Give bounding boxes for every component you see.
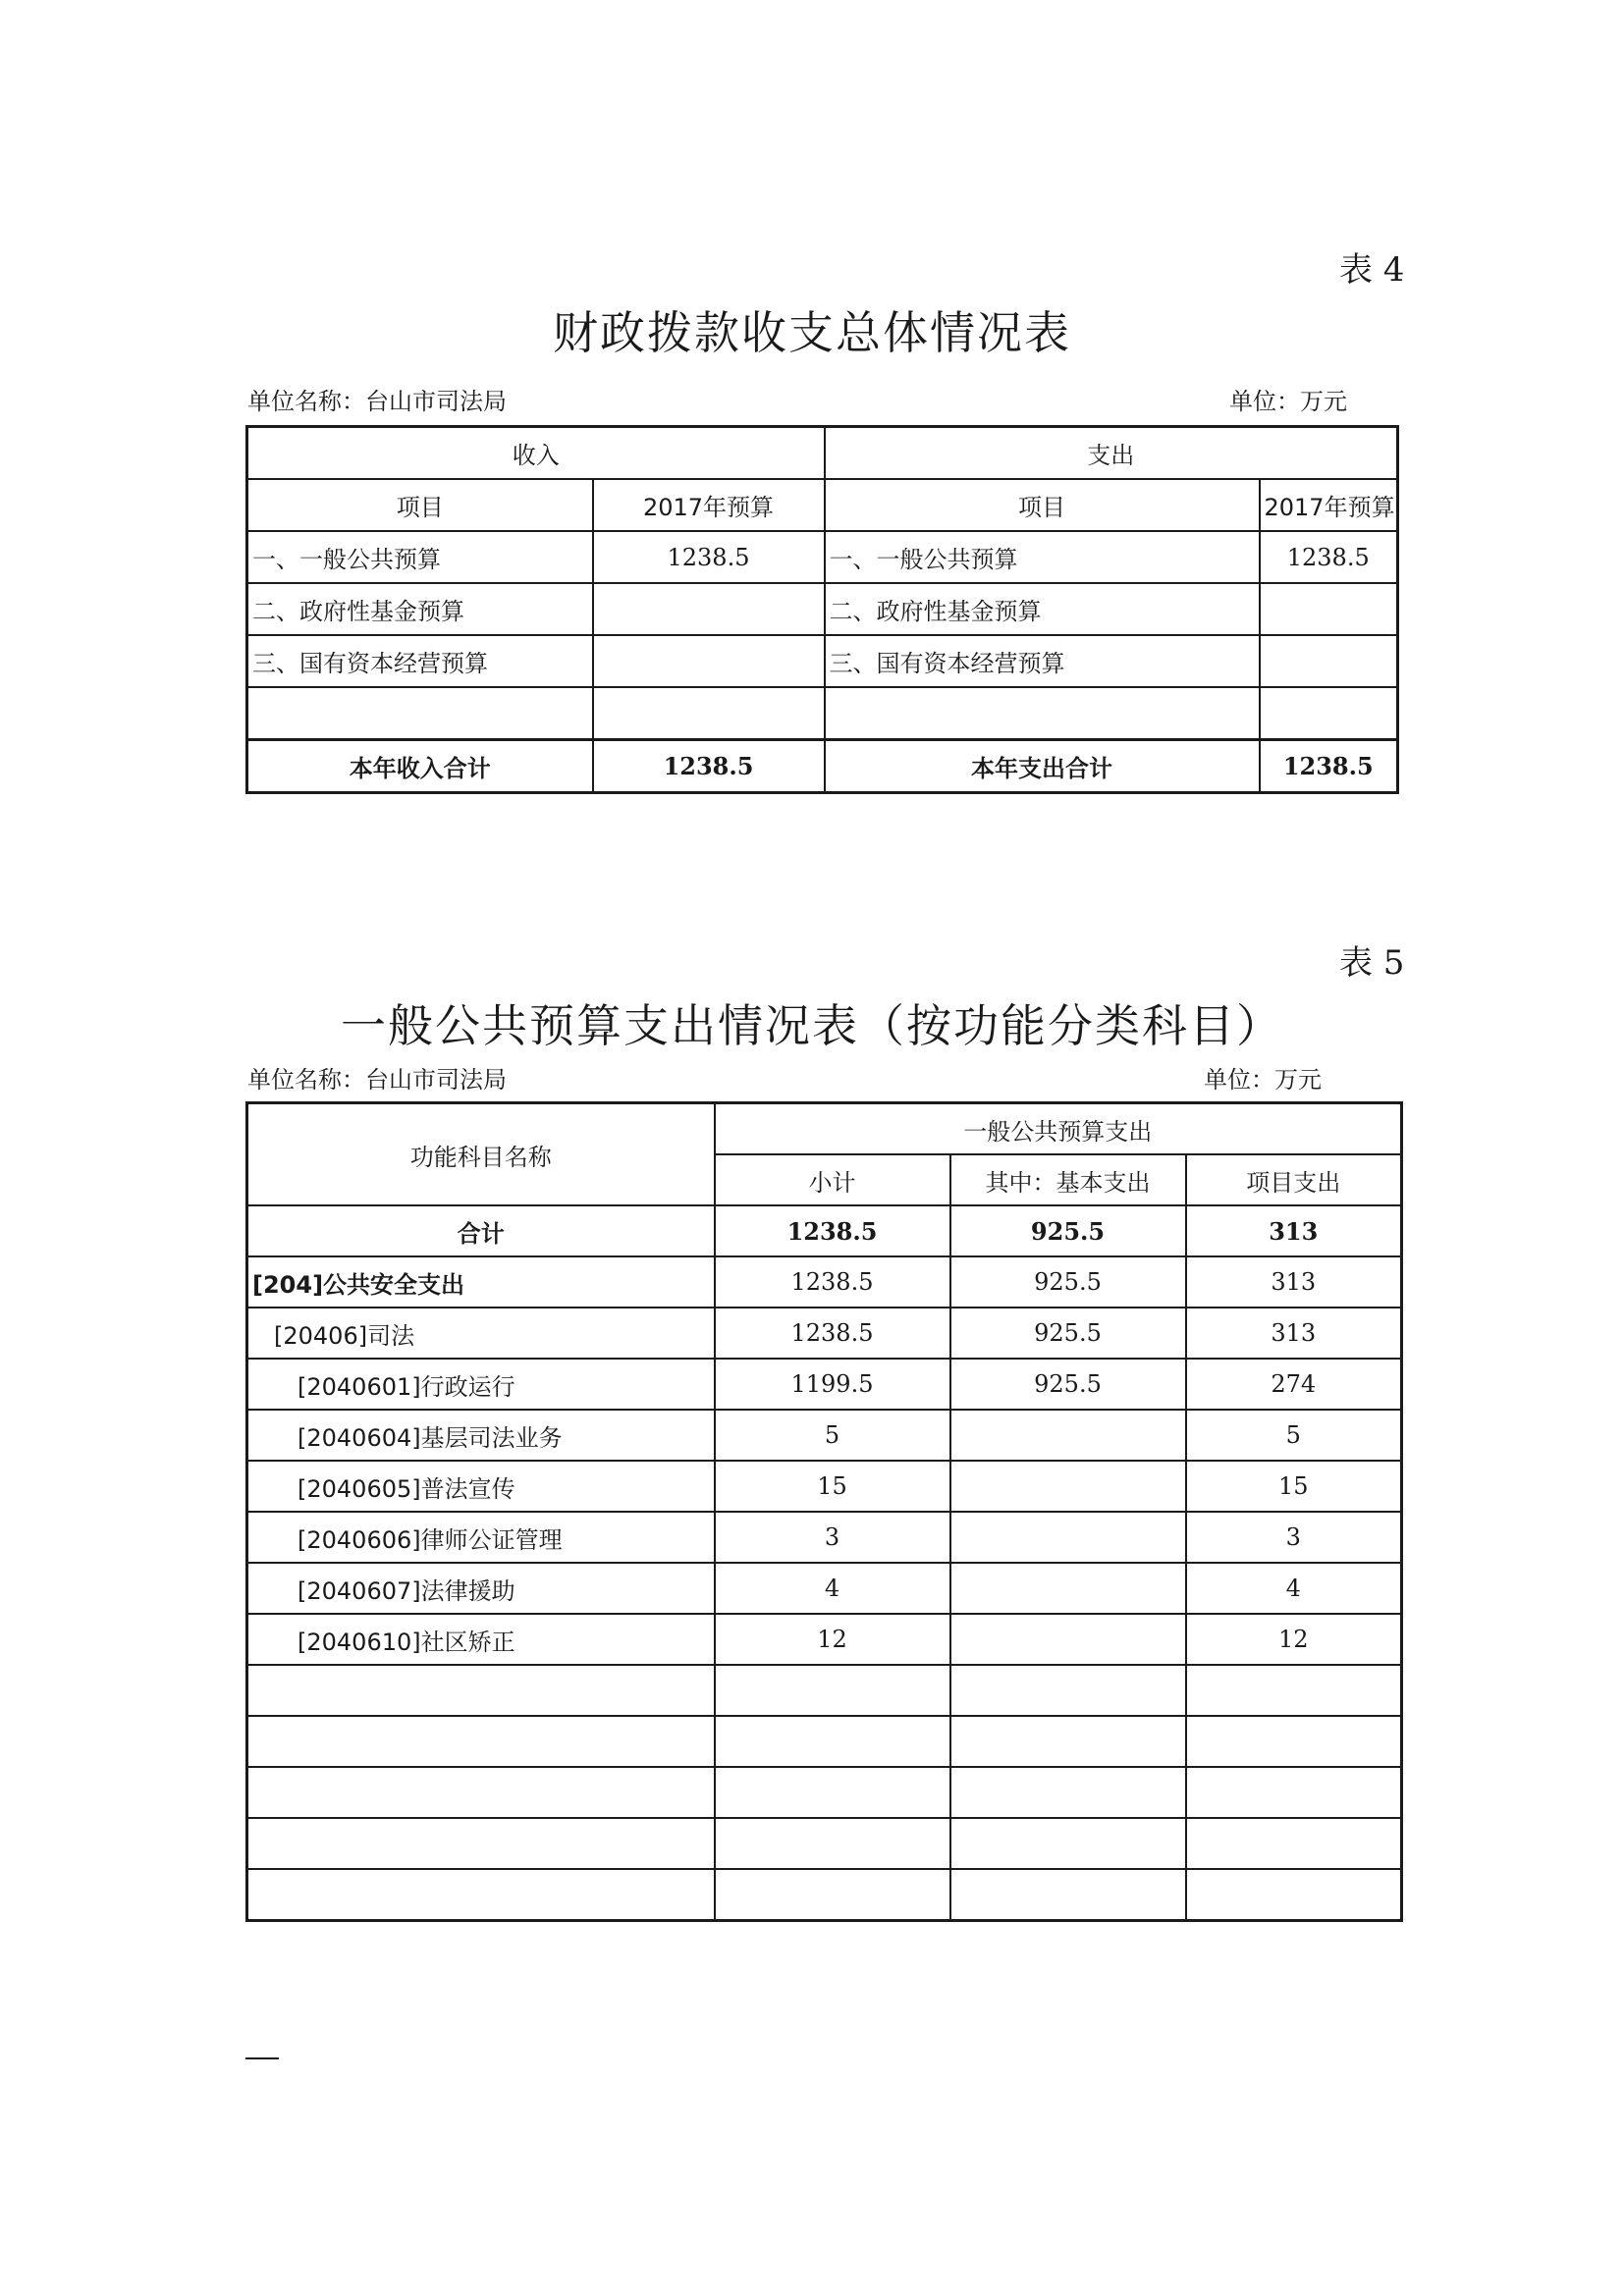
project-expense-header: 项目支出 xyxy=(1186,1154,1402,1205)
general-budget-expenditure-table xyxy=(245,1101,1403,1922)
basic-value xyxy=(950,1512,1186,1563)
project-value xyxy=(1186,1767,1402,1818)
basic-value xyxy=(950,1869,1186,1921)
project-value: 274 xyxy=(1186,1359,1402,1410)
income-item: 二、政府性基金预算 xyxy=(247,583,593,635)
expense-total-label: 本年支出合计 xyxy=(825,740,1260,793)
table5-tag: 表 5 xyxy=(1339,943,1405,983)
function-name: [2040610]社区矫正 xyxy=(247,1614,715,1665)
project-value: 5 xyxy=(1186,1410,1402,1461)
total-project: 313 xyxy=(1186,1205,1402,1256)
income-value xyxy=(593,583,825,635)
function-name xyxy=(247,1716,715,1767)
total-label: 合计 xyxy=(247,1205,715,1256)
table-row xyxy=(247,1767,1402,1818)
income-item xyxy=(247,687,593,740)
function-name-header: 功能科目名称 xyxy=(247,1103,715,1206)
table-row xyxy=(247,1256,1402,1308)
expense-item: 一、一般公共预算 xyxy=(825,531,1260,583)
table-row xyxy=(247,1869,1402,1921)
table4-unit: 单位：万元 xyxy=(1229,388,1347,415)
table4-title: 财政拨款收支总体情况表 xyxy=(553,306,1071,359)
function-name: [2040607]法律援助 xyxy=(247,1563,715,1614)
function-name: [2040606]律师公证管理 xyxy=(247,1512,715,1563)
income-total-value: 1238.5 xyxy=(593,740,825,793)
expense-item-header: 项目 xyxy=(825,479,1260,531)
table5-unit: 单位：万元 xyxy=(1204,1066,1322,1094)
income-value xyxy=(593,635,825,687)
subtotal-value: 12 xyxy=(715,1614,950,1665)
basic-value xyxy=(950,1563,1186,1614)
income-budget-header: 2017年预算 xyxy=(593,479,825,531)
basic-value xyxy=(950,1818,1186,1869)
table-row xyxy=(247,1512,1402,1563)
table-row xyxy=(247,635,1398,687)
subtotal-value: 4 xyxy=(715,1563,950,1614)
expense-value: 1238.5 xyxy=(1260,531,1398,583)
subtotal-value xyxy=(715,1818,950,1869)
basic-value xyxy=(950,1461,1186,1512)
basic-value xyxy=(950,1410,1186,1461)
function-name: [2040601]行政运行 xyxy=(247,1359,715,1410)
general-budget-header: 一般公共预算支出 xyxy=(715,1103,1402,1155)
basic-value: 925.5 xyxy=(950,1256,1186,1308)
table-row xyxy=(247,583,1398,635)
project-value: 313 xyxy=(1186,1308,1402,1359)
function-name: [204]公共安全支出 xyxy=(247,1256,715,1308)
function-name: [2040605]普法宣传 xyxy=(247,1461,715,1512)
income-item: 一、一般公共预算 xyxy=(247,531,593,583)
subtotal-value: 1199.5 xyxy=(715,1359,950,1410)
expense-value xyxy=(1260,583,1398,635)
subtotal-value: 3 xyxy=(715,1512,950,1563)
table-row xyxy=(247,1818,1402,1869)
table-row xyxy=(247,1614,1402,1665)
basic-value xyxy=(950,1665,1186,1716)
table5-total-row xyxy=(247,1205,1402,1256)
table4-column-header-row xyxy=(247,479,1398,531)
table4-unit-name: 单位名称：台山市司法局 xyxy=(247,388,507,415)
table5-unit-name: 单位名称：台山市司法局 xyxy=(247,1066,507,1094)
subtotal-value: 1238.5 xyxy=(715,1256,950,1308)
project-value xyxy=(1186,1665,1402,1716)
table4-tag: 表 4 xyxy=(1339,250,1405,290)
subtotal-value xyxy=(715,1665,950,1716)
total-subtotal: 1238.5 xyxy=(715,1205,950,1256)
table5-title: 一般公共预算支出情况表（按功能分类科目） xyxy=(341,999,1283,1052)
table-row xyxy=(247,1359,1402,1410)
project-value: 313 xyxy=(1186,1256,1402,1308)
income-item-header: 项目 xyxy=(247,479,593,531)
table-row xyxy=(247,1563,1402,1614)
basic-value xyxy=(950,1614,1186,1665)
fiscal-appropriation-table xyxy=(245,425,1399,794)
basic-value: 925.5 xyxy=(950,1359,1186,1410)
table4-total-row xyxy=(247,740,1398,793)
subtotal-value xyxy=(715,1716,950,1767)
table-row xyxy=(247,687,1398,740)
income-value: 1238.5 xyxy=(593,531,825,583)
function-name xyxy=(247,1767,715,1818)
expense-item: 三、国有资本经营预算 xyxy=(825,635,1260,687)
income-value xyxy=(593,687,825,740)
subtotal-header: 小计 xyxy=(715,1154,950,1205)
income-total-label: 本年收入合计 xyxy=(247,740,593,793)
subtotal-value: 5 xyxy=(715,1410,950,1461)
function-name xyxy=(247,1665,715,1716)
subtotal-value xyxy=(715,1767,950,1818)
expense-value xyxy=(1260,635,1398,687)
table-row xyxy=(247,1461,1402,1512)
total-basic: 925.5 xyxy=(950,1205,1186,1256)
expense-item xyxy=(825,687,1260,740)
expense-total-value: 1238.5 xyxy=(1260,740,1398,793)
table5-header-row-1 xyxy=(247,1103,1402,1155)
table-row xyxy=(247,1716,1402,1767)
project-value: 12 xyxy=(1186,1614,1402,1665)
table-row xyxy=(247,1665,1402,1716)
project-value: 4 xyxy=(1186,1563,1402,1614)
function-name: [2040604]基层司法业务 xyxy=(247,1410,715,1461)
project-value xyxy=(1186,1716,1402,1767)
function-name xyxy=(247,1869,715,1921)
expense-item: 二、政府性基金预算 xyxy=(825,583,1260,635)
expense-header: 支出 xyxy=(825,427,1398,480)
expense-budget-header: 2017年预算 xyxy=(1260,479,1398,531)
function-name: [20406]司法 xyxy=(247,1308,715,1359)
basic-value xyxy=(950,1716,1186,1767)
project-value: 15 xyxy=(1186,1461,1402,1512)
expense-value xyxy=(1260,687,1398,740)
table-row xyxy=(247,1308,1402,1359)
footnote-rule xyxy=(245,2057,279,2059)
income-header: 收入 xyxy=(247,427,825,480)
subtotal-value xyxy=(715,1869,950,1921)
table-row xyxy=(247,531,1398,583)
income-item: 三、国有资本经营预算 xyxy=(247,635,593,687)
basic-expense-header: 其中：基本支出 xyxy=(950,1154,1186,1205)
project-value xyxy=(1186,1869,1402,1921)
project-value: 3 xyxy=(1186,1512,1402,1563)
project-value xyxy=(1186,1818,1402,1869)
basic-value xyxy=(950,1767,1186,1818)
function-name xyxy=(247,1818,715,1869)
table-row xyxy=(247,1410,1402,1461)
table4-section-header-row xyxy=(247,427,1398,480)
subtotal-value: 1238.5 xyxy=(715,1308,950,1359)
subtotal-value: 15 xyxy=(715,1461,950,1512)
basic-value: 925.5 xyxy=(950,1308,1186,1359)
